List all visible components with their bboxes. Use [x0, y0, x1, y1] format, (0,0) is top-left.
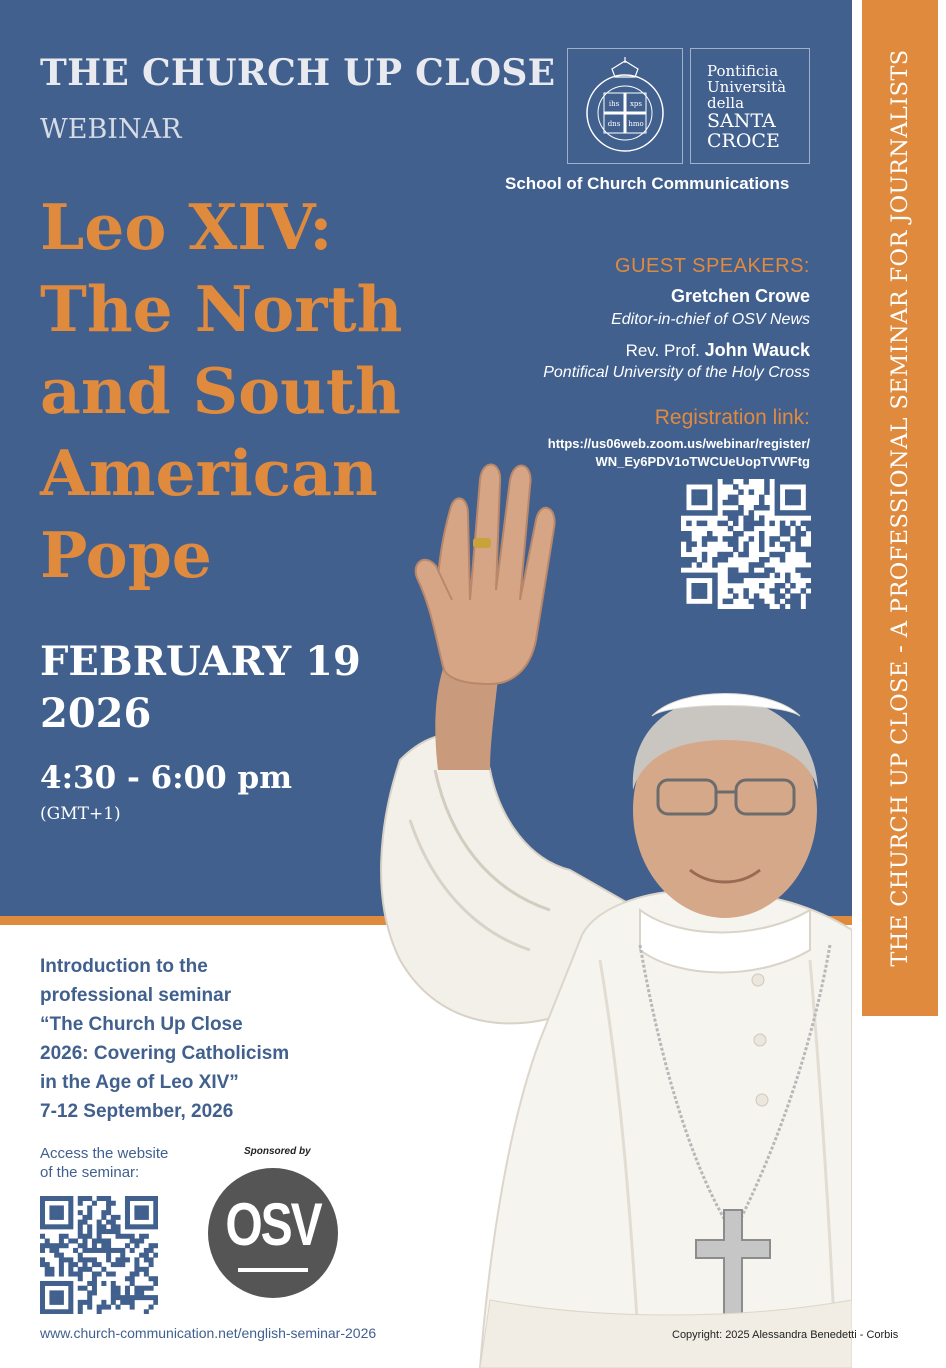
speaker-1-role: Editor-in-chief of OSV News: [611, 311, 810, 328]
intro-line: 7-12 September, 2026: [40, 1101, 234, 1122]
speaker-2-prefix: Rev. Prof.: [625, 341, 700, 360]
intro-line: professional seminar: [40, 985, 232, 1006]
logo-line: della: [707, 94, 745, 112]
speaker-2-role: Pontifical University of the Holy Cross: [543, 364, 810, 381]
title-line: Pope: [40, 518, 212, 592]
logo-line: CROCE: [707, 130, 780, 152]
title-line: American: [40, 436, 378, 510]
svg-text:ihs: ihs: [608, 100, 620, 108]
speaker-2-name: John Wauck: [704, 340, 810, 360]
intro-line: Introduction to the: [40, 956, 208, 977]
intro-line: “The Church Up Close: [40, 1014, 243, 1035]
event-time: 4:30 - 6:00 pm: [40, 760, 293, 796]
title-line: and South: [40, 354, 401, 428]
university-seal: [567, 48, 683, 164]
logo-line: SANTA: [707, 110, 776, 132]
sponsored-by-label: Sponsored by: [244, 1146, 311, 1157]
registration-heading: Registration link:: [654, 406, 810, 429]
svg-text:dns: dns: [607, 120, 621, 128]
date-line: FEBRUARY 19: [40, 638, 361, 685]
pope-photo: [340, 440, 852, 1368]
qr-pattern-icon: [40, 1196, 158, 1314]
osv-logo-text: OSV: [225, 1192, 321, 1259]
osv-logo-bar: [238, 1268, 308, 1272]
series-title: THE CHURCH UP CLOSE: [40, 52, 556, 94]
intro-line: 2026: Covering Catholicism: [40, 1043, 290, 1064]
registration-link[interactable]: https://us06web.zoom.us/webinar/register/: [547, 436, 810, 451]
event-date: [40, 636, 361, 740]
title-line: The North: [40, 272, 403, 346]
format-label: WEBINAR: [40, 114, 182, 145]
speakers-heading: GUEST SPEAKERS:: [615, 255, 810, 277]
side-banner-text: THE CHURCH UP CLOSE - A PROFESSIONAL SEMINAR FOR JOURNALISTS: [887, 49, 913, 967]
seal-icon: [568, 49, 682, 163]
logo-line: Pontificia: [707, 62, 779, 80]
osv-logo: [208, 1168, 338, 1298]
seminar-introduction: [40, 952, 289, 1126]
university-name: [690, 48, 810, 164]
seminar-website[interactable]: www.church-communication.net/english-seminar-2026: [40, 1325, 377, 1341]
speaker-1-name: Gretchen Crowe: [670, 286, 810, 306]
school-name: School of Church Communications: [505, 174, 790, 193]
access-website-label: [40, 1144, 168, 1182]
svg-text:xps: xps: [629, 100, 643, 108]
svg-text:hmo: hmo: [628, 120, 644, 128]
access-line: of the seminar:: [40, 1164, 140, 1181]
intro-line: in the Age of Leo XIV”: [40, 1072, 239, 1093]
photo-copyright: Copyright: 2025 Alessandra Benedetti - Corbis: [672, 1329, 899, 1341]
registration-link-cont[interactable]: WN_Ey6PDV1oTWCUeUopTVWFtg: [595, 454, 810, 469]
speaker-2: [626, 340, 810, 361]
date-year: 2026: [40, 690, 152, 737]
event-timezone: (GMT+1): [40, 804, 121, 824]
access-line: Access the website: [40, 1145, 169, 1162]
website-qr-code[interactable]: [40, 1196, 158, 1314]
title-line: Leo XIV:: [40, 190, 333, 264]
logo-line: Università: [707, 78, 787, 96]
